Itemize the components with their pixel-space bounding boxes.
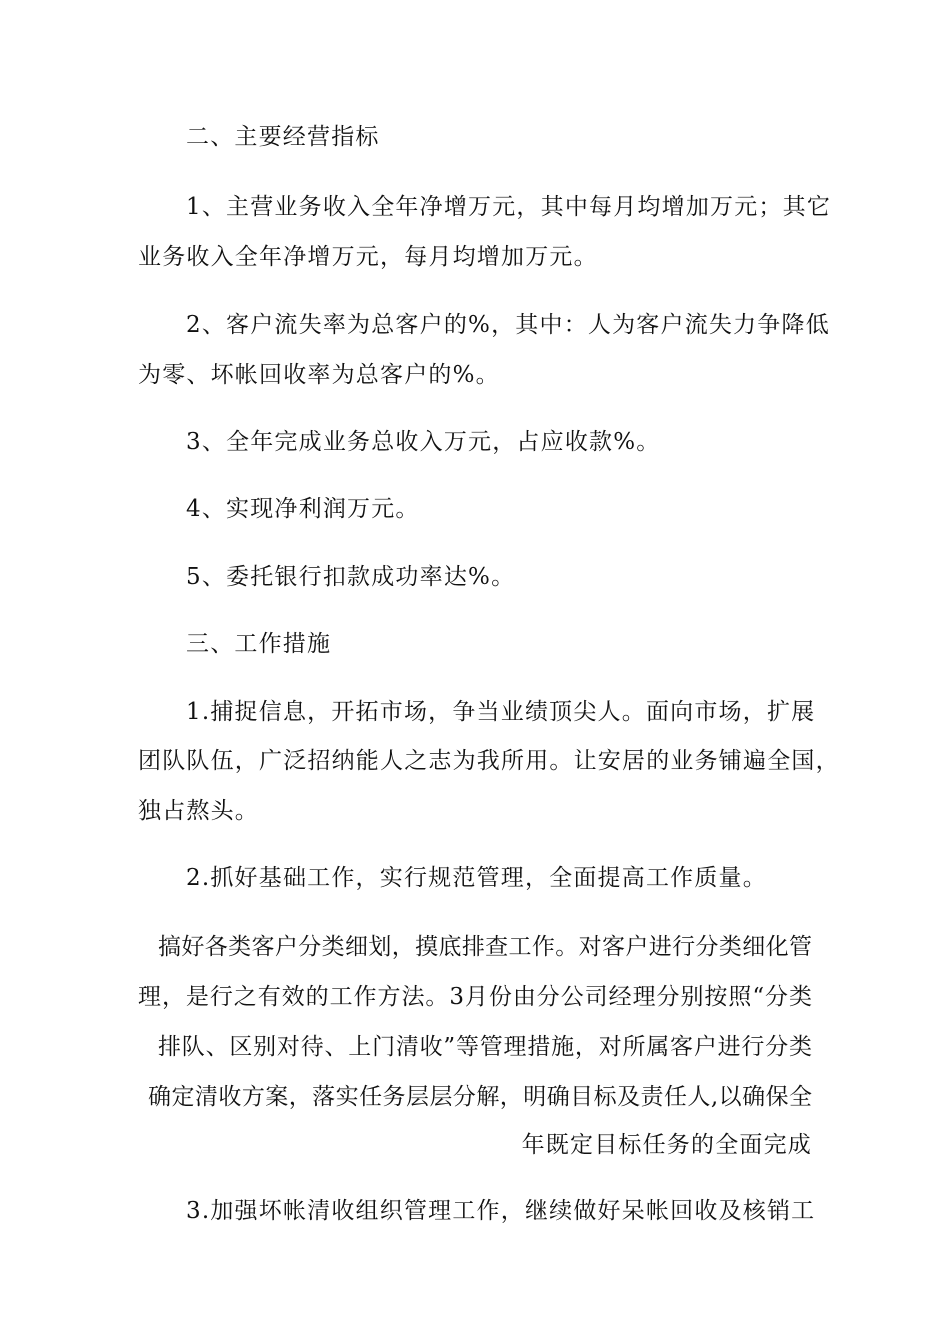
indicator-1-line-2: 业务收入全年净增万元，每月均增加万元。: [138, 244, 598, 270]
measure-1-line-2: 团队队伍，广泛招纳能人之志为我所用。让安居的业务铺遍全国，: [138, 748, 840, 774]
indicator-1-line-1: 1、主营业务收入全年净增万元，其中每月均增加万元；其它: [186, 194, 832, 220]
measure-2-title: 2.抓好基础工作，实行规范管理，全面提高工作质量。: [186, 865, 767, 891]
section-heading-main-indicators: 二、主要经营指标: [186, 124, 380, 150]
measure-2-line-2: 理，是行之有效的工作方法。3月份由分公司经理分别按照“分类: [138, 984, 812, 1010]
measure-2-line-1: 搞好各类客户分类细划，摸底排查工作。对客户进行分类细化管: [158, 934, 812, 960]
indicator-5: 5、委托银行扣款成功率达%。: [186, 564, 516, 590]
measure-2-line-5: 年既定目标任务的全面完成: [521, 1132, 812, 1158]
measure-1-line-3: 独占熬头。: [138, 798, 259, 824]
measure-2-line-3: 排队、区别对待、上门清收”等管理措施，对所属客户进行分类: [158, 1034, 812, 1060]
indicator-2-line-2: 为零、坏帐回收率为总客户的%。: [138, 362, 500, 388]
measure-2-line-4: 确定清收方案，落实任务层层分解，明确目标及责任人,以确保全: [148, 1084, 812, 1110]
measure-1-line-1: 1.捕捉信息，开拓市场，争当业绩顶尖人。面向市场，扩展: [186, 699, 816, 725]
indicator-3: 3、全年完成业务总收入万元，占应收款%。: [186, 429, 661, 455]
indicator-4: 4、实现净利润万元。: [186, 496, 420, 522]
indicator-2-line-1: 2、客户流失率为总客户的%，其中：人为客户流失力争降低: [186, 312, 830, 338]
measure-3-line-1: 3.加强坏帐清收组织管理工作，继续做好呆帐回收及核销工: [186, 1198, 816, 1224]
section-heading-work-measures: 三、工作措施: [186, 631, 332, 657]
